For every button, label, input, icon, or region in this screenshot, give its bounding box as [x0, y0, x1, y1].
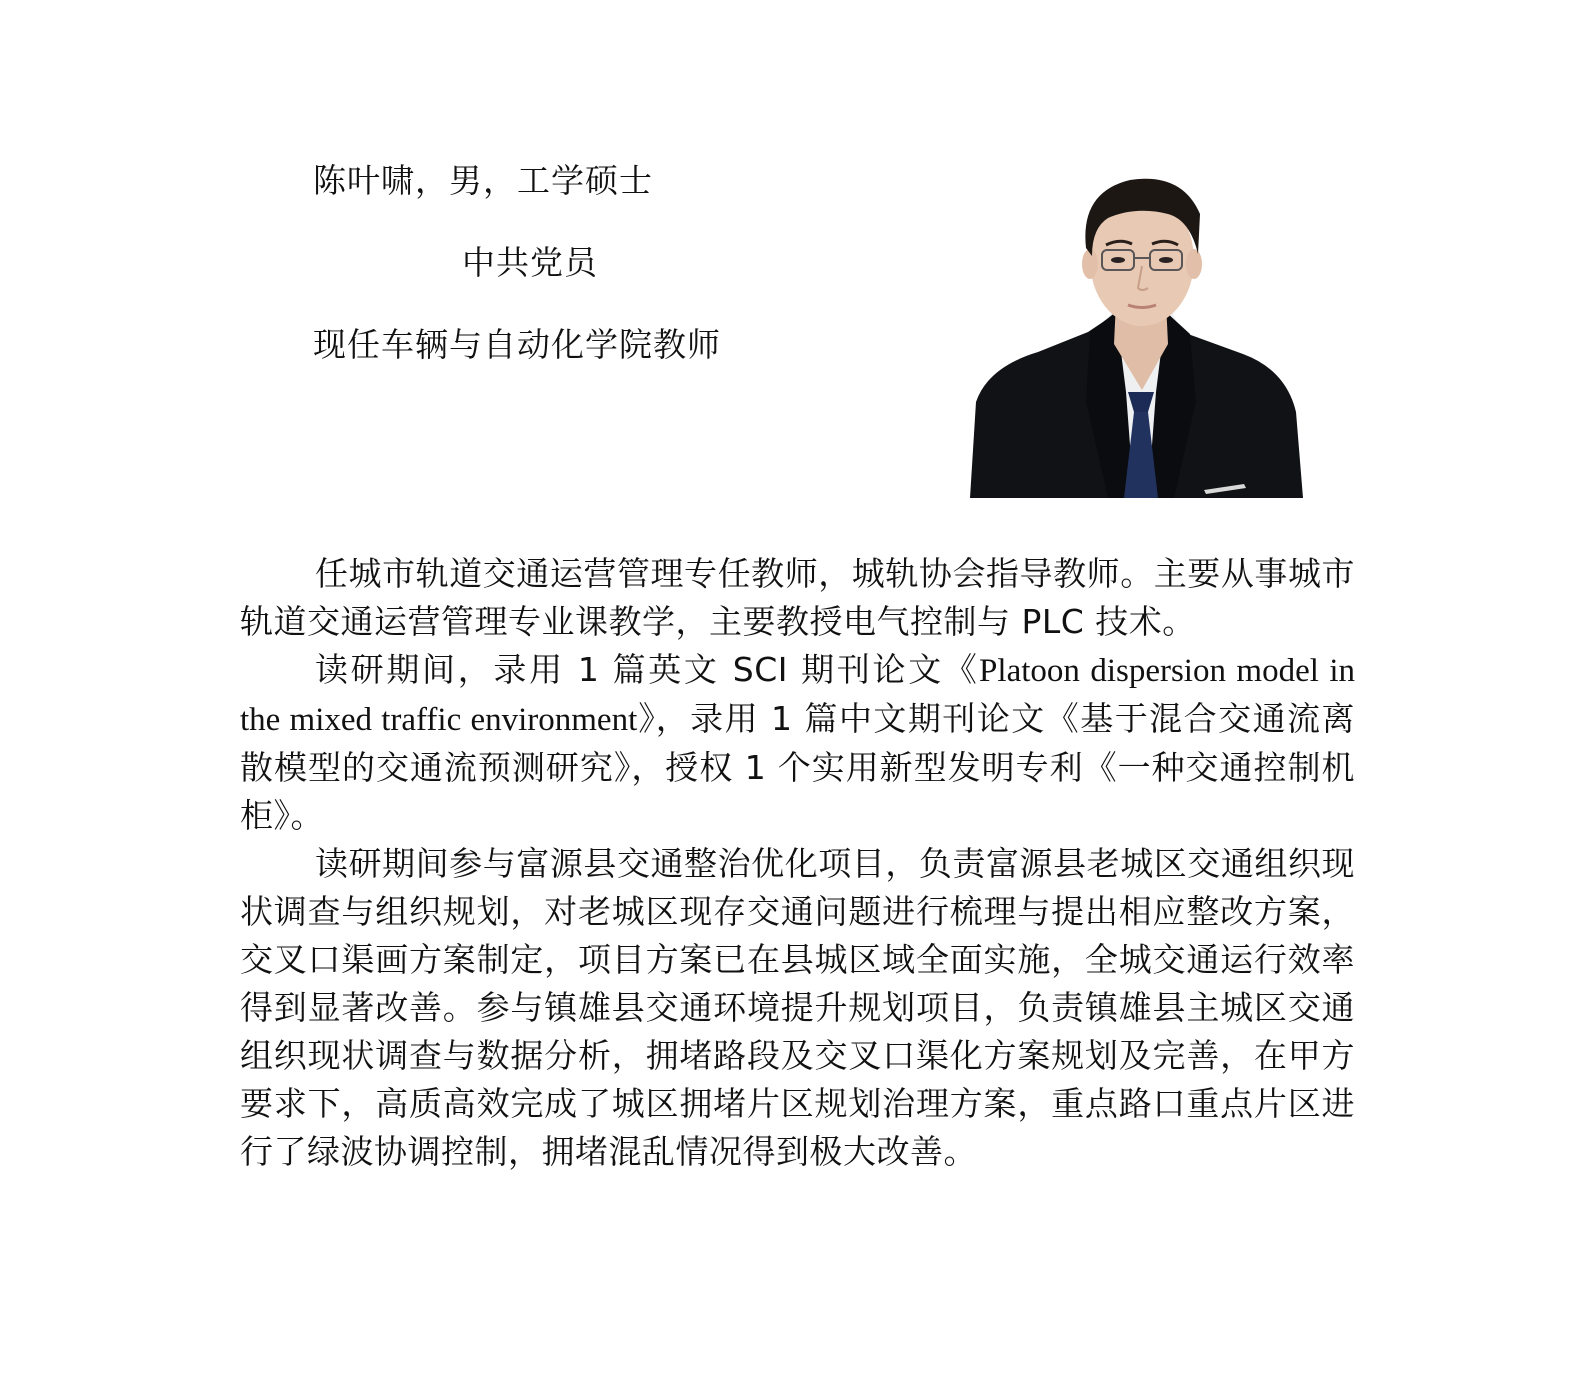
right-ear: [1186, 249, 1202, 279]
biography: [240, 550, 1355, 1176]
portrait-photo: [968, 162, 1305, 498]
left-eye: [1111, 257, 1125, 263]
sci-paper-title: 《Platoon dispersion model in the mixed traffic environment》: [240, 653, 1355, 738]
name-line: 陈叶啸，男，工学硕士: [313, 161, 653, 200]
bio-paragraph-teaching: 任城市轨道交通运营管理专任教师，城轨协会指导教师。主要从事城市轨道交通运营管理专业课教学，主要教授电气控制与 PLC 技术。: [240, 554, 1355, 641]
publications-rest: ，录用 1 篇中文期刊论文《基于混合交通流离散模型的交通流预测研究》，授权 1 个实用新型发明专利《一种交通控制机柜》。: [240, 699, 1356, 835]
position-line: 现任车辆与自动化学院教师: [313, 325, 721, 364]
party-line: 中共党员: [462, 243, 598, 282]
portrait-illustration: [968, 162, 1305, 498]
bio-paragraph-publications: [240, 646, 1355, 840]
publications-intro: 读研期间，录用 1 篇英文 SCI 期刊论文: [315, 650, 944, 689]
right-eye: [1159, 257, 1173, 263]
left-ear: [1082, 249, 1098, 279]
bio-paragraph-projects: 读研期间参与富源县交通整治优化项目，负责富源县老城区交通组织现状调查与组织规划，对老城区现存交通问题进行梳理与提出相应整改方案，交叉口渠画方案制定，项目方案已在县城区域全面实施，全城交通运行效率得到显著改善。参与镇雄县交通环境提升规划项目，负责镇雄县主城区交通组织现状调查与数据分析，拥堵路段及交叉口渠化方案规划及完善，在甲方要求下，高质高效完成了城区拥堵片区规划治理方案，重点路口重点片区进行了绿波协调控制，拥堵混乱情况得到极大改善。: [240, 844, 1355, 1171]
